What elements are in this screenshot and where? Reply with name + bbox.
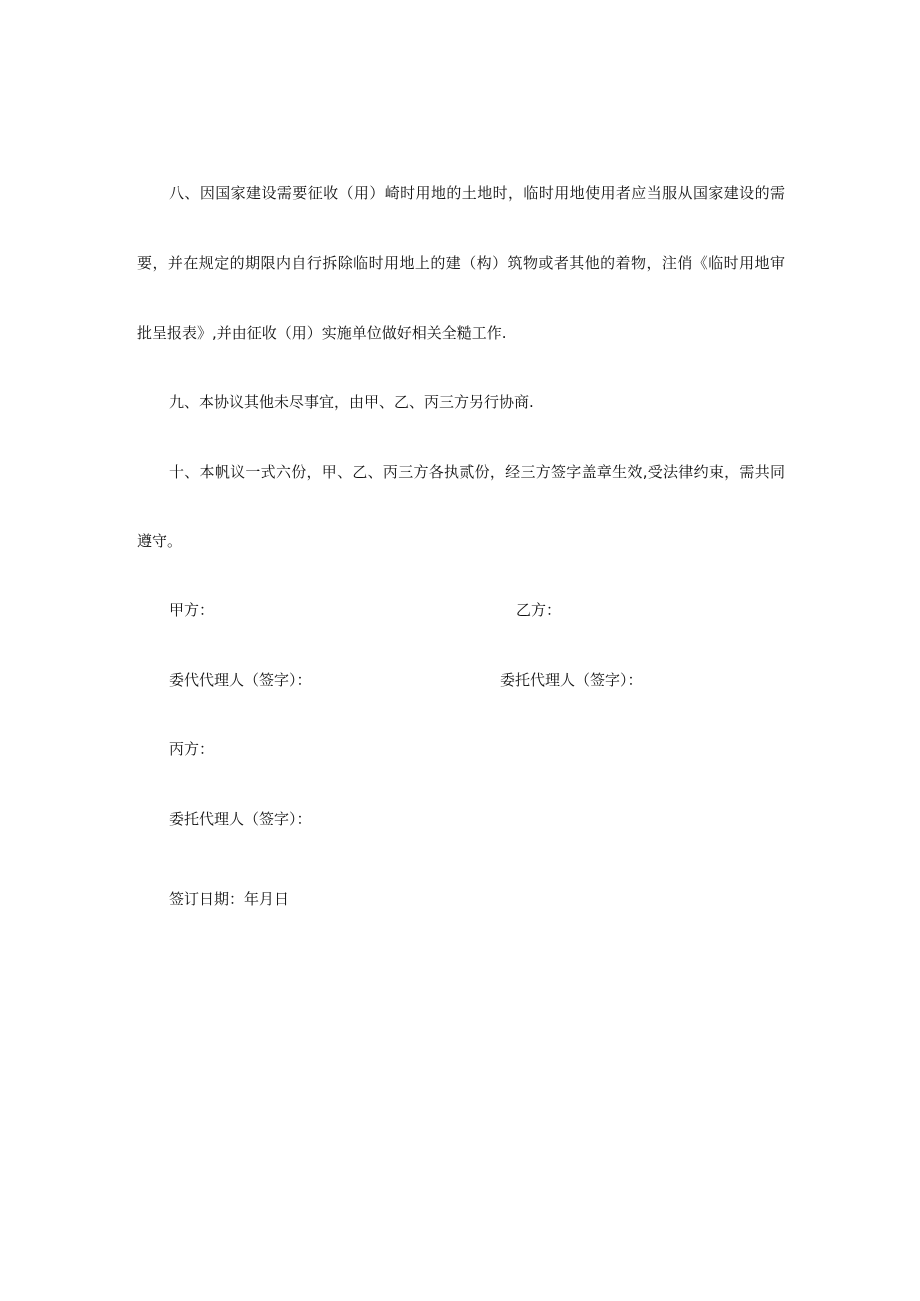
clause-9-line-1: 九、本协议其他未尽事宜，由甲、乙、丙三方另行协商. bbox=[169, 393, 534, 411]
party-c-label: 丙方： bbox=[169, 740, 215, 758]
party-b-label: 乙方： bbox=[516, 601, 562, 619]
agent-b-signature-label: 委托代理人（签字）： bbox=[500, 671, 643, 689]
clause-8-line-1: 八、因国家建设需要征收（用）崎时用地的土地时，临时用地使用者应当服从国家建设的需 bbox=[169, 184, 785, 202]
sign-date-label: 签订日期：年月日 bbox=[169, 890, 290, 908]
agent-c-signature-label: 委托代理人（签字）： bbox=[169, 810, 312, 828]
clause-8-line-2: 要，并在规定的期限内自行拆除临时用地上的建（构）筑物或者其他的着物，注俏《临时用地审 bbox=[137, 254, 785, 272]
clause-10-line-1: 十、本帆议一式六份，甲、乙、丙三方各执贰份，经三方签字盖章生效,受法律约束，需共同 bbox=[169, 463, 785, 481]
clause-8-line-3: 批呈报表》,并由征收（用）实施单位做好相关全糙工作. bbox=[137, 324, 507, 342]
clause-10-line-2: 遵守。 bbox=[137, 532, 183, 550]
party-a-label: 甲方： bbox=[169, 601, 215, 619]
agent-a-signature-label: 委代代理人（签字）： bbox=[169, 671, 312, 689]
